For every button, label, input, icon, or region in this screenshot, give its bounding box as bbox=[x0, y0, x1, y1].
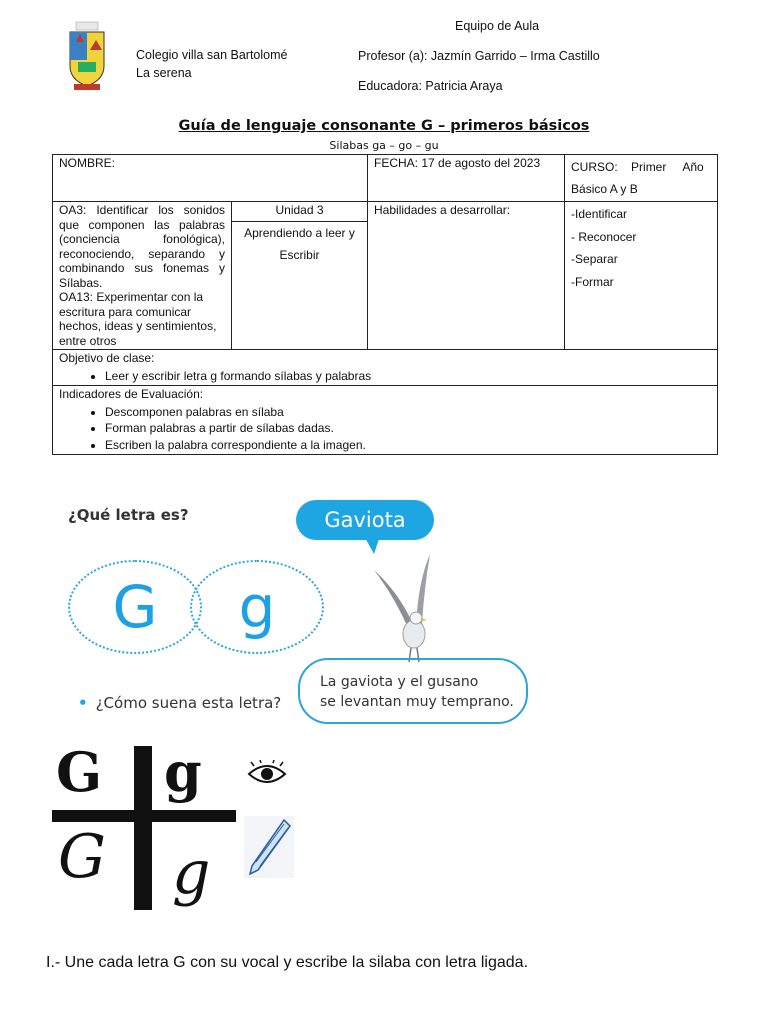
bullet-dot: • bbox=[78, 694, 88, 712]
sentence-line-2: se levantan muy temprano. bbox=[320, 694, 514, 710]
class-objective-item: • Leer y escribir letra g formando sílabas y palabras bbox=[105, 368, 711, 385]
school-crest-icon bbox=[66, 20, 108, 92]
educator-label: Educadora: Patricia Araya bbox=[358, 79, 503, 93]
name-cell[interactable] bbox=[53, 155, 368, 202]
skill-item: -Formar bbox=[571, 274, 614, 289]
cross-horizontal-bar bbox=[52, 810, 236, 822]
class-objective-cell bbox=[53, 350, 718, 386]
teacher-label: Profesor (a): Jazmín Garrido – Irma Castillo bbox=[358, 49, 600, 63]
date-cell bbox=[368, 155, 565, 202]
indicator-item: • Escriben la palabra correspondiente a la imagen. bbox=[105, 437, 711, 454]
class-objective-label: Objetivo de clase: bbox=[59, 351, 155, 365]
speech-bubble bbox=[296, 500, 434, 540]
page-subtitle: Silabas ga – go – gu bbox=[329, 139, 439, 152]
indicators-cell bbox=[53, 386, 718, 455]
skill-item: - Reconocer bbox=[571, 229, 637, 244]
upper-letter: G bbox=[112, 573, 158, 641]
course-line-2: Básico A y B bbox=[571, 182, 638, 196]
eye-icon bbox=[246, 760, 288, 788]
question-how-sounds-text: ¿Cómo suena esta letra? bbox=[95, 694, 282, 712]
question-how-sounds bbox=[78, 694, 281, 712]
skill-item: -Separar bbox=[571, 252, 618, 266]
print-upper-letter: G bbox=[56, 740, 103, 804]
lower-letter: g bbox=[238, 573, 276, 641]
page-title: Guía de lenguaje consonante G – primeros básicos bbox=[178, 118, 590, 134]
skill-item: -Identificar bbox=[571, 207, 628, 221]
school-city: La serena bbox=[136, 66, 192, 80]
unit-name: Aprendiendo a leer y Escribir bbox=[244, 225, 355, 262]
indicator-item: • Descomponen palabras en sílaba bbox=[105, 404, 711, 421]
example-sentence bbox=[320, 672, 514, 712]
unit-label: Unidad 3 bbox=[232, 202, 367, 222]
team-label: Equipo de Aula bbox=[455, 19, 540, 33]
pencil-icon bbox=[244, 816, 294, 878]
letter-forms-chart bbox=[46, 738, 308, 918]
lesson-info-table bbox=[52, 154, 718, 455]
indicator-item: • Forman palabras a partir de sílabas dadas. bbox=[105, 420, 711, 437]
script-lower-letter: g bbox=[172, 838, 211, 908]
print-lower-letter: g bbox=[164, 740, 202, 804]
school-name: Colegio villa san Bartolomé bbox=[136, 48, 288, 62]
course-cell bbox=[565, 155, 718, 202]
course-line-1: CURSO: Primer Año bbox=[571, 160, 704, 174]
skills-label: Habilidades a desarrollar: bbox=[374, 203, 511, 217]
cross-vertical-bar bbox=[134, 746, 152, 910]
bubble-word: Gaviota bbox=[324, 508, 406, 532]
seagull-icon bbox=[368, 552, 438, 664]
skills-cell bbox=[565, 202, 718, 350]
sentence-line-1: La gaviota y el gusano bbox=[320, 674, 479, 690]
question-what-letter: ¿Qué letra es? bbox=[68, 506, 189, 524]
script-upper-letter: G bbox=[58, 822, 106, 892]
exercise-instruction: I.- Une cada letra G con su vocal y escribe la silaba con letra ligada. bbox=[46, 954, 529, 971]
name-label: NOMBRE: bbox=[59, 156, 116, 170]
skills-label-cell bbox=[368, 202, 565, 350]
oa13-text: OA13: Experimentar con la escritura para comunicar hechos, ideas y sentimientos, entre otros bbox=[59, 290, 217, 348]
date-label: FECHA: 17 de agosto del 2023 bbox=[374, 156, 541, 170]
unit-cell bbox=[232, 202, 368, 350]
objectives-cell bbox=[53, 202, 232, 350]
oa3-text: OA3: Identificar los sonidos que componen las palabras (conciencia fonológica), reconociendo, separando y combinando sus fonemas y Sílabas. bbox=[59, 203, 225, 290]
upper-letter-circle bbox=[68, 560, 202, 654]
indicators-label: Indicadores de Evaluación: bbox=[59, 387, 204, 401]
lower-letter-circle bbox=[190, 560, 324, 654]
